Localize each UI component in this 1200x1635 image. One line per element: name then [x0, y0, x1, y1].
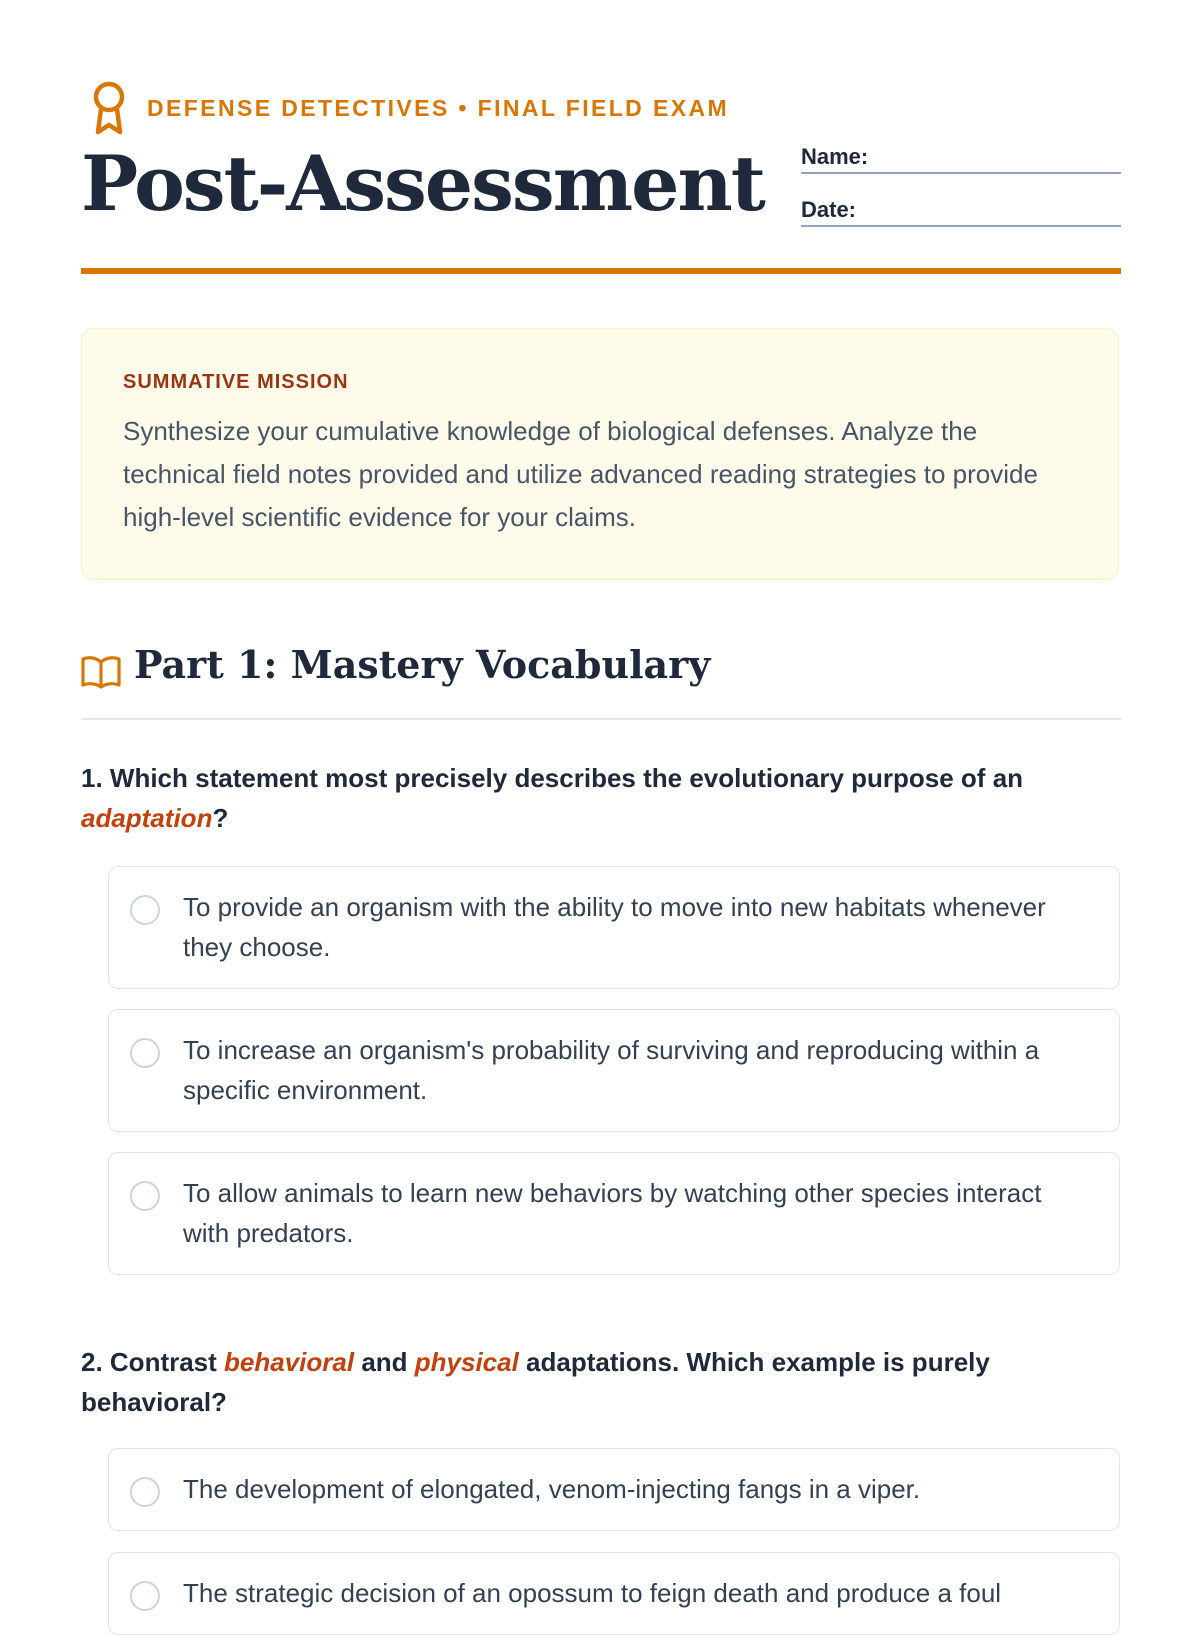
- q2-option-a[interactable]: [108, 1448, 1120, 1531]
- mission-body: Synthesize your cumulative knowledge of biological defenses. Analyze the technical field notes provided and utilize advanced reading strategies to provide high-level scientific evidence for your claims.: [123, 416, 1038, 532]
- q1-option-c-text: To allow animals to learn new behaviors by watching other species interact with predators.: [183, 1178, 1042, 1248]
- question-1-prefix: 1. Which statement most precisely describes the evolutionary purpose of an: [81, 763, 1024, 793]
- header-divider: [81, 268, 1121, 274]
- q1-option-a-text: To provide an organism with the ability to move into new habitats whenever they choose.: [183, 892, 1046, 962]
- question-2-term-1: behavioral: [224, 1347, 355, 1377]
- section-title: Part 1: Mastery Vocabulary: [134, 642, 711, 687]
- question-2-term-2: physical: [414, 1347, 519, 1377]
- open-book-icon: [81, 654, 121, 690]
- name-field[interactable]: [801, 138, 1121, 174]
- page-title: Post-Assessment: [81, 139, 764, 228]
- header-eyebrow: [81, 80, 729, 136]
- radio-circle-icon[interactable]: [130, 1181, 160, 1211]
- q2-option-a-text: The development of elongated, venom-injecting fangs in a viper.: [183, 1474, 921, 1504]
- q1-option-b-text: To increase an organism's probability of surviving and reproducing within a specific environment.: [183, 1035, 1040, 1105]
- name-label: Name:: [801, 144, 869, 169]
- q2-option-b-text: The strategic decision of an opossum to feign death and produce a foul: [183, 1578, 1002, 1608]
- radio-circle-icon[interactable]: [130, 1581, 160, 1611]
- question-2-mid: and: [354, 1347, 415, 1377]
- question-1: [81, 758, 1121, 838]
- eyebrow-text: DEFENSE DETECTIVES • FINAL FIELD EXAM: [147, 94, 730, 121]
- question-2: [81, 1342, 1121, 1422]
- q1-option-a[interactable]: [108, 866, 1120, 989]
- mission-box: [81, 328, 1119, 580]
- q2-option-b[interactable]: [108, 1552, 1120, 1635]
- radio-circle-icon[interactable]: [130, 1038, 160, 1068]
- award-ribbon-icon: [89, 80, 129, 136]
- question-1-term: adaptation: [81, 803, 213, 833]
- section-heading-part1: [81, 642, 1121, 720]
- question-1-suffix: ?: [212, 803, 229, 833]
- date-label: Date:: [801, 197, 857, 222]
- q1-option-b[interactable]: [108, 1009, 1120, 1132]
- mission-label: SUMMATIVE MISSION: [123, 371, 349, 393]
- radio-circle-icon[interactable]: [130, 895, 160, 925]
- question-2-suffix: adaptations. Which example is purely behavioral?: [81, 1347, 990, 1417]
- q1-option-c[interactable]: [108, 1152, 1120, 1275]
- radio-circle-icon[interactable]: [130, 1477, 160, 1507]
- question-2-prefix: 2. Contrast: [81, 1347, 225, 1377]
- date-field[interactable]: [801, 191, 1121, 227]
